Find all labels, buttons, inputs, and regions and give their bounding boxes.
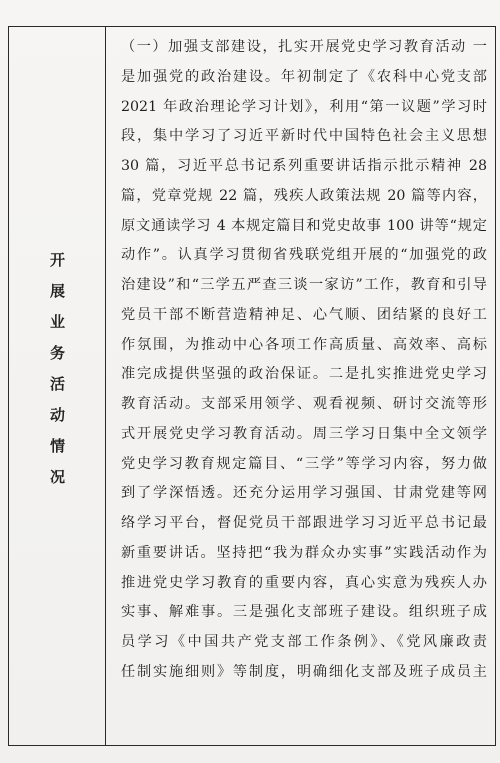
content-line: 治建设”和“三学五严查三谈一家访”工作，教育和引导 bbox=[121, 277, 487, 293]
content-line: 式开展党史学习教育活动。周三学习日集中全文领学 bbox=[121, 425, 487, 442]
section-label-char: 活 bbox=[49, 375, 65, 393]
content-line: 络学习平台，督促党员干部跟进学习习近平总书记最 bbox=[121, 515, 487, 531]
content-line: 教育活动。支部采用领学、观看视频、研讨交流等形 bbox=[121, 396, 487, 412]
section-label-char: 情 bbox=[49, 437, 65, 455]
section-label-char: 务 bbox=[49, 344, 65, 362]
content-line: 篇，党章党规 22 篇，残疾人政策法规 20 篇等内容， bbox=[121, 187, 487, 204]
content-line: （一）加强支部建设，扎实开展党史学习教育活动 一 bbox=[121, 39, 487, 55]
section-label bbox=[9, 245, 106, 493]
section-label-char: 动 bbox=[49, 406, 65, 424]
form-table bbox=[8, 26, 496, 746]
content-line: 2021 年政治理论学习计划》，利用“第一议题”学习时 bbox=[121, 98, 487, 115]
section-label-char: 业 bbox=[49, 313, 65, 331]
content-line: 30 篇，习近平总书记系列重要讲话指示批示精神 28 bbox=[121, 158, 487, 174]
label-column bbox=[9, 27, 106, 745]
content-line: 是加强党的政治建设。年初制定了《农科中心党支部 bbox=[121, 68, 487, 85]
content-line: 推进党史学习教育的重要内容，真心实意为残疾人办 bbox=[121, 574, 487, 591]
content-line: 作氛围，为推动中心各项工作高质量、高效率、高标 bbox=[121, 336, 487, 353]
section-label-char: 况 bbox=[49, 468, 65, 486]
content-cell bbox=[121, 33, 487, 688]
content-line: 实事、解难事。三是强化支部班子建设。组织班子成 bbox=[121, 604, 487, 621]
content-line: 任制实施细则》等制度，明确细化支部及班子成员主 bbox=[121, 663, 487, 680]
content-line: 动作”。认真学习贯彻省残联党组开展的“加强党的政 bbox=[121, 247, 487, 264]
content-line: 党史学习教育规定篇目、“三学”等学习内容，努力做 bbox=[121, 455, 487, 472]
content-line: 到了学深悟透。还充分运用学习强国、甘肃党建等网 bbox=[121, 485, 487, 502]
content-line: 新重要讲话。坚持把“我为群众办实事”实践活动作为 bbox=[121, 544, 487, 561]
content-line: 员学习《中国共产党支部工作条例》、《党风廉政责 bbox=[121, 634, 487, 650]
content-line: 党员干部不断营造精神足、心气顺、团结紧的良好工 bbox=[121, 306, 487, 323]
section-label-char: 开 bbox=[49, 251, 65, 269]
section-label-char: 展 bbox=[49, 282, 65, 300]
content-line: 段，集中学习了习近平新时代中国特色社会主义思想 bbox=[121, 128, 487, 145]
content-line: 原文通读学习 4 本规定篇目和党史故事 100 讲等“规定 bbox=[121, 217, 487, 234]
content-line: 准完成提供坚强的政治保证。二是扎实推进党史学习 bbox=[121, 366, 487, 383]
